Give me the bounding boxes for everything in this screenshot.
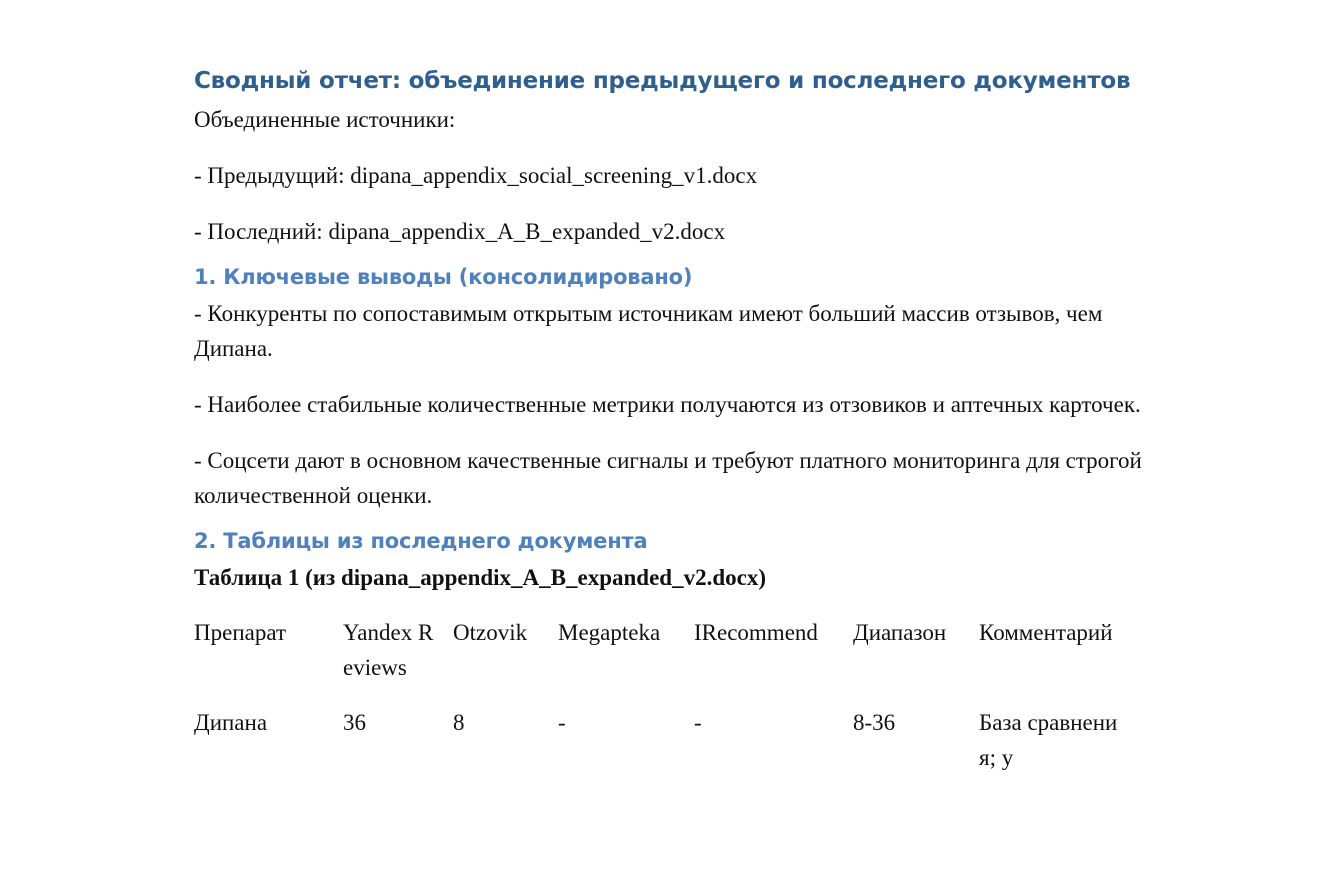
table-cell: 36 — [343, 710, 366, 735]
document-page — [194, 60, 1154, 795]
table-cell: - — [558, 710, 566, 735]
source-previous: - Предыдущий: dipana_appendix_social_screening_v1.docx — [194, 163, 758, 188]
table-header-cell: Комментарий — [979, 620, 1113, 645]
document-title: Сводный отчет: объединение предыдущего и последнего документов — [194, 68, 1131, 94]
comparison-table — [194, 615, 1129, 795]
table-header-row — [194, 615, 1129, 705]
table-cell: 8-36 — [853, 710, 896, 735]
table-cell: - — [694, 710, 702, 735]
table-caption: Таблица 1 (из dipana_appendix_A_B_expanded_v2.docx) — [194, 565, 766, 590]
table-cell: База сравнения; у — [979, 710, 1118, 770]
section-heading-key-findings: 1. Ключевые выводы (консолидировано) — [194, 265, 693, 289]
table-header-cell: Yandex Reviews — [343, 620, 434, 680]
table-header-cell: Megapteka — [558, 620, 661, 645]
finding-item: - Соцсети дают в основном качественные сигналы и требуют платного мониторинга для строгой количественной оценки. — [194, 448, 1142, 508]
table-cell: 8 — [453, 710, 465, 735]
table-header-cell: Otzovik — [453, 620, 528, 645]
section-heading-tables: 2. Таблицы из последнего документа — [194, 529, 648, 553]
table-cell: Дипана — [194, 710, 268, 735]
finding-item: - Конкуренты по сопоставимым открытым источникам имеют больший массив отзывов, чем Дипана. — [194, 301, 1103, 361]
table-row — [194, 705, 1129, 795]
source-latest: - Последний: dipana_appendix_A_B_expanded_v2.docx — [194, 219, 726, 244]
table-header-cell: IRecommend — [694, 620, 818, 645]
table-header-cell: Препарат — [194, 620, 286, 645]
table-header-cell: Диапазон — [853, 620, 947, 645]
finding-item: - Наиболее стабильные количественные метрики получаются из отзовиков и аптечных карточек. — [194, 392, 1141, 417]
sources-intro: Объединенные источники: — [194, 107, 456, 132]
